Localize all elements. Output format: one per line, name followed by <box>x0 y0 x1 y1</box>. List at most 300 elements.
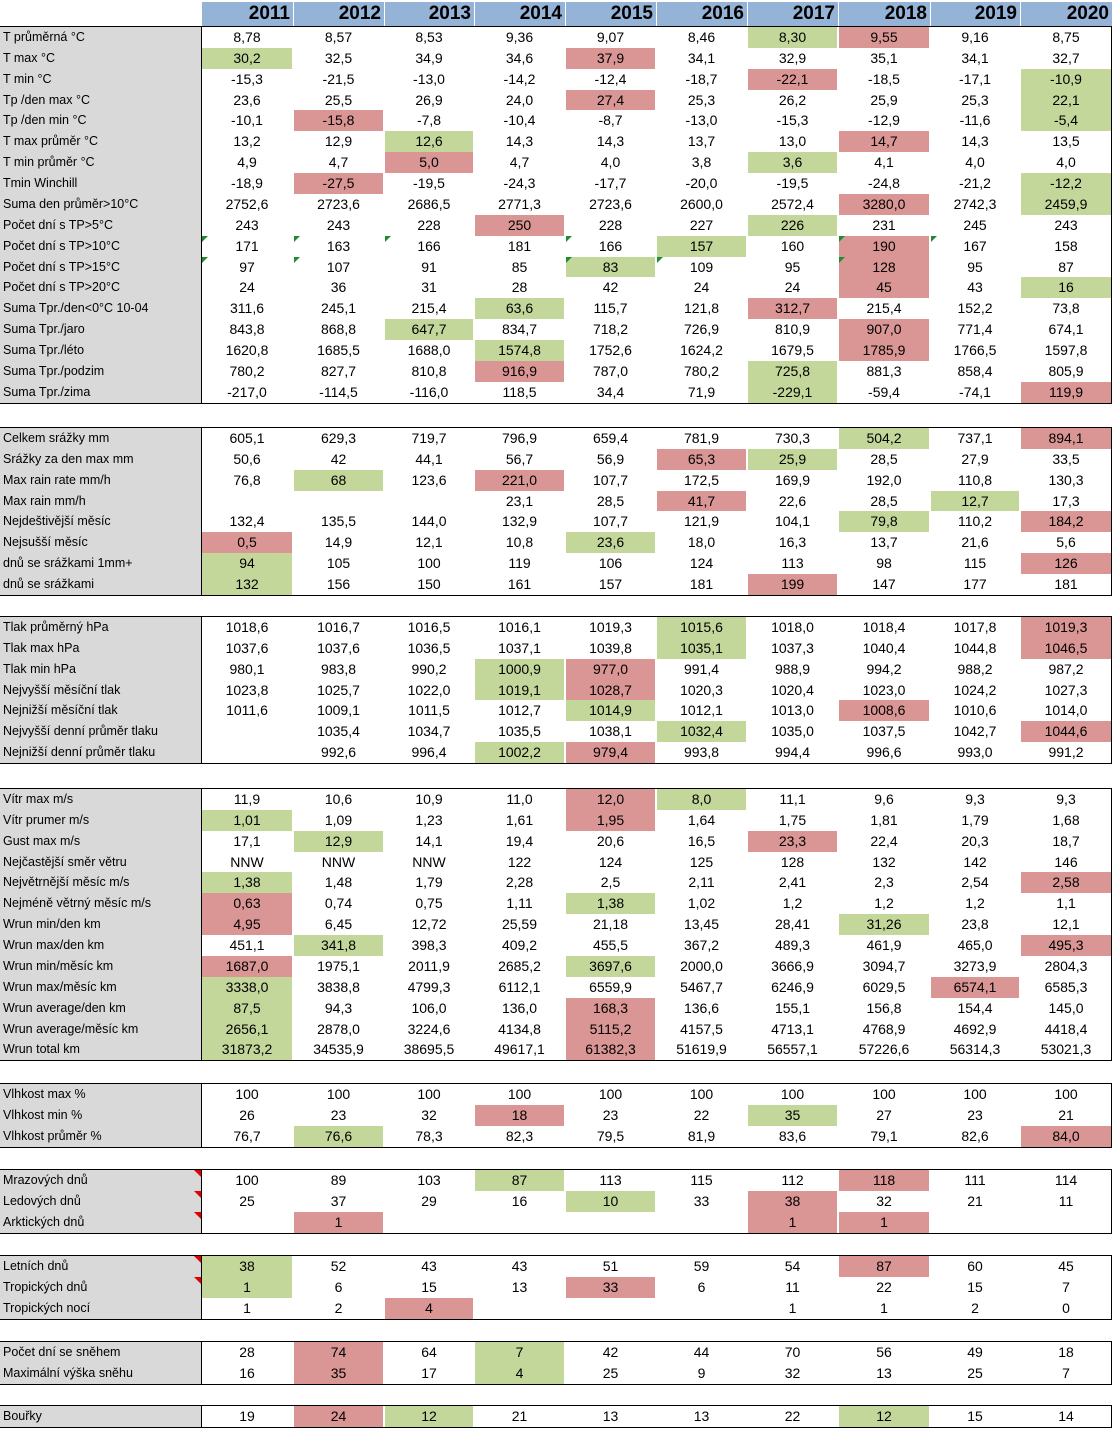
data-cell[interactable]: 13 <box>693 1408 710 1424</box>
data-cell[interactable]: 21,6 <box>961 534 989 550</box>
data-cell[interactable]: 152,2 <box>957 300 993 316</box>
data-cell[interactable]: -24,8 <box>868 175 900 191</box>
data-cell[interactable]: 100 <box>689 1086 714 1102</box>
data-cell[interactable]: 26 <box>239 1107 255 1123</box>
data-cell[interactable]: 95 <box>784 259 801 275</box>
data-cell[interactable]: 32,9 <box>778 50 807 66</box>
data-cell[interactable]: 11,0 <box>506 791 533 807</box>
data-cell[interactable]: 0,63 <box>202 893 292 914</box>
data-cell[interactable]: 122 <box>507 854 532 870</box>
row-label[interactable]: Bouřky <box>0 1406 201 1427</box>
data-cell[interactable]: 228 <box>598 217 623 233</box>
data-cell[interactable] <box>657 1298 746 1319</box>
data-cell[interactable]: 990,2 <box>411 661 447 677</box>
data-cell[interactable]: 14,3 <box>505 133 534 149</box>
data-cell[interactable]: 907,0 <box>839 319 929 340</box>
data-cell[interactable]: 172,5 <box>683 472 720 488</box>
data-cell[interactable]: 105 <box>326 555 351 571</box>
row-label[interactable]: Suma Tpr./zima <box>0 382 201 403</box>
data-cell[interactable]: 987,2 <box>1048 661 1084 677</box>
data-cell[interactable]: 1679,5 <box>771 342 814 358</box>
data-cell[interactable]: 184,2 <box>1021 511 1111 532</box>
row-label[interactable]: Tp /den min °C <box>0 110 201 131</box>
row-label[interactable]: Nejméně větrný měsíc m/s <box>0 893 201 914</box>
data-cell[interactable]: 100 <box>598 1086 623 1102</box>
data-cell[interactable]: 31873,2 <box>202 1039 292 1060</box>
row-label[interactable]: Vlhkost průměr % <box>0 1126 201 1147</box>
data-cell[interactable]: 22,1 <box>1021 90 1111 110</box>
data-cell[interactable]: 27,9 <box>961 451 989 467</box>
data-cell[interactable]: 53021,3 <box>1040 1041 1092 1057</box>
data-cell[interactable]: 1037,1 <box>498 640 541 656</box>
data-cell[interactable]: 1,01 <box>202 810 292 831</box>
data-cell[interactable]: 17,1 <box>233 833 261 849</box>
data-cell[interactable]: 725,8 <box>748 361 837 382</box>
data-cell[interactable]: 14,1 <box>415 833 443 849</box>
data-cell[interactable]: 737,1 <box>957 430 993 446</box>
data-cell[interactable]: 103 <box>417 1172 441 1188</box>
data-cell[interactable]: 1752,6 <box>589 342 632 358</box>
data-cell[interactable]: 409,2 <box>501 937 538 953</box>
row-label[interactable]: Suma Tpr./jaro <box>0 319 201 340</box>
data-cell[interactable]: 1037,6 <box>317 640 360 656</box>
data-cell[interactable]: 2459,9 <box>1021 194 1111 215</box>
data-cell[interactable]: 177 <box>963 576 987 592</box>
row-label[interactable]: dnů se srážkami <box>0 574 201 595</box>
row-label[interactable]: Nejvyšší měsíční tlak <box>0 680 201 700</box>
data-cell[interactable]: 26,2 <box>778 92 807 108</box>
data-cell[interactable]: 84,0 <box>1021 1126 1111 1147</box>
data-cell[interactable]: 2878,0 <box>317 1021 360 1037</box>
row-label[interactable]: Tlak min hPa <box>0 659 201 680</box>
data-cell[interactable]: 1020,3 <box>680 682 723 698</box>
data-cell[interactable]: 1620,8 <box>225 342 269 358</box>
data-cell[interactable]: 1013,0 <box>771 702 814 718</box>
data-cell[interactable]: 2723,6 <box>317 196 360 212</box>
year-header-2013[interactable]: 2013 <box>384 2 474 26</box>
data-cell[interactable]: 3338,0 <box>202 977 292 998</box>
data-cell[interactable]: 157 <box>598 576 623 592</box>
data-cell[interactable]: 181 <box>507 238 532 254</box>
data-cell[interactable]: 32 <box>876 1193 892 1209</box>
data-cell[interactable]: 85 <box>511 259 528 275</box>
data-cell[interactable] <box>475 1298 564 1319</box>
data-cell[interactable]: 6 <box>697 1279 706 1295</box>
data-cell[interactable]: 100 <box>417 1086 441 1102</box>
data-cell[interactable]: 2752,6 <box>225 196 269 212</box>
data-cell[interactable]: 1019,1 <box>475 680 564 700</box>
data-cell[interactable] <box>385 1212 473 1233</box>
data-cell[interactable]: 0,75 <box>415 895 443 911</box>
data-cell[interactable]: 9 <box>697 1365 706 1381</box>
data-cell[interactable]: 10,9 <box>415 791 443 807</box>
data-cell[interactable]: 3273,9 <box>953 958 997 974</box>
data-cell[interactable]: 1018,0 <box>771 619 814 635</box>
data-cell[interactable]: 1019,3 <box>1021 617 1111 638</box>
data-cell[interactable]: 2656,1 <box>202 1019 292 1039</box>
data-cell[interactable]: 87 <box>839 1256 929 1277</box>
row-label[interactable]: Wrun min/den km <box>0 914 201 935</box>
data-cell[interactable]: -18,9 <box>231 175 263 191</box>
data-cell[interactable]: 226 <box>748 215 837 236</box>
data-cell[interactable]: 38695,5 <box>403 1041 455 1057</box>
data-cell[interactable]: 992,6 <box>320 744 357 760</box>
data-cell[interactable] <box>657 1212 746 1233</box>
data-cell[interactable]: 12,72 <box>411 916 447 932</box>
row-label[interactable]: Wrun min/měsíc km <box>0 956 201 977</box>
data-cell[interactable]: 14,3 <box>596 133 625 149</box>
data-cell[interactable]: 7 <box>1062 1279 1070 1295</box>
row-label[interactable]: T min průměr °C <box>0 152 201 173</box>
data-cell[interactable]: 81,9 <box>687 1128 716 1144</box>
data-cell[interactable]: 1018,4 <box>862 619 906 635</box>
data-cell[interactable]: -10,9 <box>1021 69 1111 90</box>
data-cell[interactable]: 100 <box>872 1086 896 1102</box>
data-cell[interactable]: 45 <box>1058 1258 1074 1274</box>
data-cell[interactable]: 719,7 <box>411 430 447 446</box>
data-cell[interactable]: 65,3 <box>657 449 746 470</box>
data-cell[interactable]: 1022,0 <box>407 682 451 698</box>
data-cell[interactable]: 37 <box>330 1193 347 1209</box>
data-cell[interactable]: 6559,9 <box>589 979 632 995</box>
data-cell[interactable]: 1,48 <box>324 874 353 890</box>
data-cell[interactable]: 1766,5 <box>953 342 997 358</box>
row-label[interactable]: T max průměr °C <box>0 131 201 152</box>
data-cell[interactable]: 13 <box>602 1408 619 1424</box>
data-cell[interactable]: 154,4 <box>957 1000 993 1016</box>
data-cell[interactable]: 37,9 <box>566 48 655 69</box>
data-cell[interactable]: 13,0 <box>778 133 807 149</box>
data-cell[interactable]: 1,68 <box>1052 812 1080 828</box>
data-cell[interactable]: 994,4 <box>774 744 811 760</box>
data-cell[interactable]: -22,1 <box>748 69 837 90</box>
data-cell[interactable]: 168,3 <box>566 998 655 1019</box>
data-cell[interactable]: 110,2 <box>958 513 992 529</box>
row-label[interactable]: Wrun max/den km <box>0 935 201 956</box>
data-cell[interactable]: 227 <box>689 217 714 233</box>
data-cell[interactable]: 4799,3 <box>407 979 451 995</box>
data-cell[interactable]: 8,53 <box>415 29 443 45</box>
data-cell[interactable]: 12,1 <box>1052 916 1080 932</box>
data-cell[interactable]: 126 <box>1021 553 1111 574</box>
data-cell[interactable]: 4 <box>385 1298 473 1319</box>
year-header-2020[interactable]: 2020 <box>1020 2 1112 26</box>
data-cell[interactable]: 44,1 <box>415 451 443 467</box>
data-cell[interactable]: 61382,3 <box>566 1039 655 1060</box>
data-cell[interactable]: 341,8 <box>294 935 383 956</box>
data-cell[interactable]: 2,3 <box>874 874 894 890</box>
data-cell[interactable]: 23,6 <box>566 532 655 553</box>
data-cell[interactable]: 243 <box>326 217 351 233</box>
data-cell[interactable]: 1024,2 <box>953 682 997 698</box>
data-cell[interactable]: 2,28 <box>505 874 534 890</box>
data-cell[interactable]: 22 <box>784 1408 801 1424</box>
data-cell[interactable]: 100 <box>235 1172 259 1188</box>
data-cell[interactable]: 147 <box>872 576 896 592</box>
data-cell[interactable]: 34,6 <box>505 50 534 66</box>
data-cell[interactable]: 7 <box>475 1342 564 1363</box>
data-cell[interactable]: 12,9 <box>324 133 353 149</box>
data-cell[interactable]: 34,1 <box>961 50 989 66</box>
data-cell[interactable]: 4157,5 <box>680 1021 723 1037</box>
data-cell[interactable]: 1,2 <box>965 895 985 911</box>
data-cell[interactable]: 33 <box>693 1193 710 1209</box>
data-cell[interactable]: 163 <box>326 238 351 254</box>
data-cell[interactable]: 5115,2 <box>566 1019 655 1039</box>
data-cell[interactable]: -15,8 <box>294 110 383 131</box>
data-cell[interactable]: 780,2 <box>229 363 265 379</box>
data-cell[interactable]: 1042,7 <box>953 723 997 739</box>
data-cell[interactable]: 1034,7 <box>407 723 451 739</box>
data-cell[interactable]: -15,3 <box>231 71 263 87</box>
data-cell[interactable]: -19,5 <box>413 175 445 191</box>
data-cell[interactable]: 26,9 <box>415 92 443 108</box>
data-cell[interactable]: 13 <box>876 1365 892 1381</box>
data-cell[interactable]: 45 <box>839 277 929 298</box>
data-cell[interactable]: 192,0 <box>866 472 902 488</box>
data-cell[interactable]: NNW <box>321 854 356 870</box>
data-cell[interactable]: -12,2 <box>1021 173 1111 194</box>
data-cell[interactable]: 63,6 <box>475 298 564 319</box>
data-cell[interactable]: 1017,8 <box>953 619 997 635</box>
data-cell[interactable]: 18,0 <box>687 534 716 550</box>
data-cell[interactable]: 1 <box>748 1212 837 1233</box>
data-cell[interactable]: 2572,4 <box>771 196 814 212</box>
data-cell[interactable]: 1624,2 <box>680 342 723 358</box>
data-cell[interactable]: 1785,9 <box>839 340 929 361</box>
data-cell[interactable]: 1,11 <box>506 895 533 911</box>
data-cell[interactable]: 132,9 <box>501 513 538 529</box>
data-cell[interactable]: 1014,0 <box>1044 702 1088 718</box>
data-cell[interactable]: 1035,0 <box>771 723 814 739</box>
data-cell[interactable]: 28,5 <box>596 493 625 509</box>
data-cell[interactable]: 56314,3 <box>949 1041 1001 1057</box>
data-cell[interactable]: 20,6 <box>596 833 625 849</box>
data-cell[interactable]: 23,6 <box>233 92 261 108</box>
data-cell[interactable]: 22 <box>693 1107 710 1123</box>
data-cell[interactable]: 109 <box>689 259 714 275</box>
data-cell[interactable]: 24,0 <box>505 92 534 108</box>
data-cell[interactable]: 87 <box>475 1170 564 1191</box>
data-cell[interactable]: 5,0 <box>385 152 473 173</box>
row-label[interactable]: Srážky za den max mm <box>0 449 201 470</box>
data-cell[interactable]: 1574,8 <box>475 340 564 361</box>
data-cell[interactable]: 25,3 <box>687 92 716 108</box>
data-cell[interactable]: 1035,4 <box>317 723 360 739</box>
data-cell[interactable]: 2,5 <box>600 874 621 890</box>
data-cell[interactable]: 156 <box>326 576 351 592</box>
data-cell[interactable]: 42 <box>602 279 619 295</box>
data-cell[interactable]: 1046,5 <box>1021 638 1111 659</box>
data-cell[interactable]: 123,6 <box>411 472 447 488</box>
data-cell[interactable]: 1975,1 <box>317 958 360 974</box>
data-cell[interactable]: -13,0 <box>685 112 718 128</box>
data-cell[interactable]: 6246,9 <box>771 979 814 995</box>
row-label[interactable]: Počet dní se sněhem <box>0 1342 201 1363</box>
data-cell[interactable] <box>202 1212 292 1233</box>
data-cell[interactable]: 21 <box>967 1193 983 1209</box>
data-cell[interactable]: 1688,0 <box>407 342 451 358</box>
data-cell[interactable] <box>475 1212 564 1233</box>
data-cell[interactable]: 8,0 <box>657 789 746 810</box>
year-header-2011[interactable]: 2011 <box>201 2 293 26</box>
data-cell[interactable]: 1,75 <box>778 812 807 828</box>
data-cell[interactable]: 23 <box>330 1107 347 1123</box>
data-cell[interactable]: 157 <box>657 236 746 257</box>
data-cell[interactable]: 166 <box>417 238 441 254</box>
data-cell[interactable]: 25,5 <box>324 92 353 108</box>
data-cell[interactable]: 245 <box>963 217 987 233</box>
data-cell[interactable] <box>385 491 473 511</box>
data-cell[interactable]: 23,1 <box>505 493 534 509</box>
data-cell[interactable]: 8,46 <box>687 29 716 45</box>
data-cell[interactable]: 4,7 <box>509 154 530 170</box>
data-cell[interactable]: 38 <box>202 1256 292 1277</box>
data-cell[interactable]: 34,4 <box>596 384 625 400</box>
data-cell[interactable]: 8,30 <box>748 27 837 48</box>
data-cell[interactable]: 0 <box>1062 1300 1070 1316</box>
row-label[interactable]: Vítr prumer m/s <box>0 810 201 831</box>
row-label[interactable]: T min °C <box>0 69 201 90</box>
data-cell[interactable]: 674,1 <box>1048 321 1084 337</box>
row-label[interactable]: Ledových dnů <box>0 1191 201 1212</box>
row-label[interactable]: Nejnižší denní průměr tlaku <box>0 742 201 763</box>
data-cell[interactable]: 25,9 <box>870 92 898 108</box>
row-label[interactable]: Nejdeštivější měsíc <box>0 511 201 532</box>
data-cell[interactable]: 1016,1 <box>498 619 541 635</box>
data-cell[interactable]: 6112,1 <box>498 979 541 995</box>
row-label[interactable]: Největrnější měsíc m/s <box>0 872 201 893</box>
data-cell[interactable]: 2685,2 <box>498 958 541 974</box>
data-cell[interactable]: 160 <box>780 238 805 254</box>
year-header-2019[interactable]: 2019 <box>930 2 1020 26</box>
data-cell[interactable]: -27,5 <box>294 173 383 194</box>
data-cell[interactable]: 27,4 <box>566 90 655 110</box>
data-cell[interactable]: 118 <box>839 1170 929 1191</box>
data-cell[interactable]: 796,9 <box>501 430 538 446</box>
data-cell[interactable]: 1,23 <box>415 812 443 828</box>
row-label[interactable]: Počet dní s TP>20°C <box>0 277 201 298</box>
data-cell[interactable]: 107 <box>326 259 351 275</box>
data-cell[interactable]: 979,4 <box>566 742 655 763</box>
data-cell[interactable]: 1012,7 <box>498 702 541 718</box>
data-cell[interactable]: 35 <box>294 1363 383 1384</box>
data-cell[interactable]: 996,6 <box>866 744 902 760</box>
row-label[interactable]: Wrun max/měsíc km <box>0 977 201 998</box>
data-cell[interactable]: 169,9 <box>774 472 811 488</box>
data-cell[interactable]: 13 <box>511 1279 528 1295</box>
data-cell[interactable]: 104,1 <box>774 513 811 529</box>
data-cell[interactable]: 1032,4 <box>657 721 746 742</box>
data-cell[interactable]: 91 <box>421 259 437 275</box>
data-cell[interactable]: -19,5 <box>776 175 809 191</box>
data-cell[interactable]: 73,8 <box>1052 300 1080 316</box>
data-cell[interactable]: 23 <box>967 1107 983 1123</box>
data-cell[interactable]: 9,07 <box>596 29 625 45</box>
data-cell[interactable]: 35 <box>748 1105 837 1126</box>
data-cell[interactable]: 79,8 <box>839 511 929 532</box>
row-label[interactable]: Celkem srážky mm <box>0 428 201 449</box>
row-label[interactable]: Počet dní s TP>10°C <box>0 236 201 257</box>
data-cell[interactable]: -229,1 <box>748 382 837 403</box>
data-cell[interactable]: 17,3 <box>1052 493 1080 509</box>
data-cell[interactable]: 156,8 <box>866 1000 902 1016</box>
data-cell[interactable]: 1011,6 <box>226 702 268 718</box>
data-cell[interactable]: 136,0 <box>501 1000 538 1016</box>
data-cell[interactable]: 76,8 <box>233 472 261 488</box>
data-cell[interactable]: 659,4 <box>592 430 629 446</box>
data-cell[interactable]: 1044,8 <box>953 640 997 656</box>
row-label[interactable]: Tlak průměrný hPa <box>0 617 201 638</box>
data-cell[interactable]: 15 <box>967 1279 983 1295</box>
data-cell[interactable]: 132 <box>202 574 292 595</box>
data-cell[interactable]: 9,55 <box>839 27 929 48</box>
data-cell[interactable]: 107,7 <box>592 472 629 488</box>
data-cell[interactable]: 181 <box>1054 576 1078 592</box>
data-cell[interactable]: 166 <box>598 238 623 254</box>
data-cell[interactable]: 136,6 <box>683 1000 720 1016</box>
data-cell[interactable]: 12,6 <box>385 131 473 152</box>
data-cell[interactable]: -20,0 <box>685 175 718 191</box>
data-cell[interactable]: 21 <box>511 1408 528 1424</box>
data-cell[interactable]: 54 <box>784 1258 801 1274</box>
row-label[interactable]: Nejsušší měsíc <box>0 532 201 553</box>
data-cell[interactable]: 1023,8 <box>225 682 269 698</box>
data-cell[interactable]: 827,7 <box>320 363 357 379</box>
data-cell[interactable]: 1015,6 <box>657 617 746 638</box>
data-cell[interactable]: 24 <box>693 279 710 295</box>
data-cell[interactable]: 15 <box>967 1408 983 1424</box>
data-cell[interactable]: 97 <box>239 259 255 275</box>
data-cell[interactable]: 22,4 <box>870 833 898 849</box>
row-label[interactable]: Wrun average/měsíc km <box>0 1019 201 1039</box>
data-cell[interactable]: 2600,0 <box>680 196 723 212</box>
data-cell[interactable]: 2,11 <box>688 874 715 890</box>
data-cell[interactable]: 59 <box>693 1258 710 1274</box>
data-cell[interactable]: 10 <box>566 1191 655 1212</box>
data-cell[interactable]: 4692,9 <box>953 1021 997 1037</box>
data-cell[interactable]: 4,7 <box>328 154 349 170</box>
data-cell[interactable]: -12,4 <box>594 71 627 87</box>
data-cell[interactable]: -21,2 <box>959 175 991 191</box>
data-cell[interactable]: 106,0 <box>411 1000 447 1016</box>
data-cell[interactable]: 43 <box>421 1258 437 1274</box>
data-cell[interactable]: 51 <box>602 1258 619 1274</box>
row-label[interactable]: Počet dní s TP>15°C <box>0 257 201 277</box>
data-cell[interactable]: 0,74 <box>324 895 353 911</box>
row-label[interactable]: Vlhkost min % <box>0 1105 201 1126</box>
data-cell[interactable]: 4,95 <box>202 914 292 935</box>
data-cell[interactable]: 398,3 <box>411 937 447 953</box>
data-cell[interactable]: 9,3 <box>1056 791 1076 807</box>
data-cell[interactable]: 14,9 <box>324 534 353 550</box>
data-cell[interactable]: 215,4 <box>411 300 447 316</box>
data-cell[interactable]: 121,8 <box>683 300 720 316</box>
data-cell[interactable]: 125 <box>689 854 714 870</box>
data-cell[interactable] <box>1021 1212 1111 1233</box>
data-cell[interactable]: 1018,6 <box>225 619 269 635</box>
data-cell[interactable]: 9,36 <box>505 29 534 45</box>
data-cell[interactable]: 145,0 <box>1048 1000 1084 1016</box>
data-cell[interactable]: 1000,9 <box>475 659 564 680</box>
data-cell[interactable]: 30,2 <box>202 48 292 69</box>
data-cell[interactable]: 128 <box>839 257 929 277</box>
data-cell[interactable]: 25 <box>602 1365 619 1381</box>
data-cell[interactable]: 312,7 <box>748 298 837 319</box>
data-cell[interactable]: 115,7 <box>593 300 628 316</box>
data-cell[interactable]: 9,6 <box>874 791 894 807</box>
data-cell[interactable]: -18,5 <box>868 71 900 87</box>
